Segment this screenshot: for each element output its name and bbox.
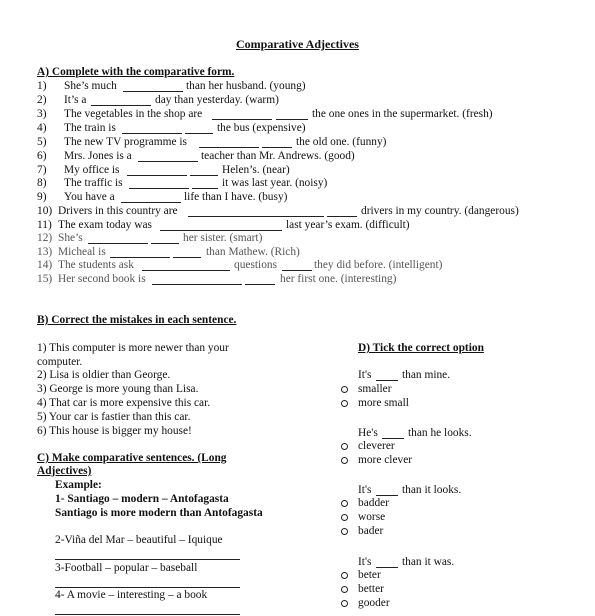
item-text: the old one. (funny): [296, 136, 387, 148]
item-text: The students ask: [58, 259, 134, 271]
radio-option[interactable]: [341, 386, 348, 393]
item-text: She’s much: [64, 80, 117, 92]
radio-option[interactable]: [341, 443, 348, 450]
item-text: Mrs. Jones is a: [64, 150, 132, 162]
question-text: than mine.: [402, 369, 451, 381]
item-text: it was last year. (noisy): [222, 177, 328, 189]
answer-blank[interactable]: [152, 284, 242, 285]
item-text: Micheal is: [58, 246, 106, 258]
item-text: the one ones in the supermarket. (fresh): [312, 108, 493, 120]
item-text: The exam today was: [58, 219, 152, 231]
answer-blank[interactable]: [173, 257, 201, 258]
item-number: 10): [37, 205, 53, 217]
item-number: 7): [37, 164, 47, 176]
list-item: 3-Football – popular – baseball: [55, 562, 198, 574]
item-number: 13): [37, 246, 53, 258]
section-b-heading: B) Correct the mistakes in each sentence.: [37, 314, 237, 326]
item-text: The traffic is: [64, 177, 123, 189]
item-text: Drivers in this country are: [58, 205, 178, 217]
item-text: life than I have. (busy): [184, 191, 288, 203]
answer-blank[interactable]: [123, 91, 183, 92]
radio-option[interactable]: [341, 514, 348, 521]
answer-blank[interactable]: [190, 175, 218, 176]
option-label: smaller: [358, 383, 392, 395]
question-text: than it looks.: [402, 484, 462, 496]
answer-blank[interactable]: [185, 133, 213, 134]
item-number: 15): [37, 273, 53, 285]
answer-blank: [376, 567, 398, 568]
item-number: 12): [37, 232, 53, 244]
example-label: Example:: [55, 479, 102, 491]
answer-blank[interactable]: [88, 243, 148, 244]
answer-blank[interactable]: [91, 105, 151, 106]
list-item: computer.: [37, 356, 83, 368]
item-text: My office is: [64, 164, 120, 176]
option-label: gooder: [358, 597, 390, 609]
option-label: better: [358, 583, 384, 595]
option-label: badder: [358, 497, 389, 509]
option-label: beter: [358, 569, 381, 581]
answer-blank[interactable]: [160, 230, 282, 231]
item-number: 1): [37, 80, 47, 92]
section-c-heading-cont: Adjectives): [37, 465, 92, 477]
radio-option[interactable]: [341, 572, 348, 579]
answer-blank[interactable]: [262, 147, 292, 148]
answer-blank[interactable]: [245, 284, 275, 285]
answer-blank[interactable]: [327, 216, 357, 217]
example-prompt: 1- Santiago – modern – Antofagasta: [55, 493, 229, 505]
answer-blank[interactable]: [142, 270, 230, 271]
list-item: 4) That car is more expensive this car.: [37, 397, 211, 409]
item-text: Helen’s. (near): [222, 164, 290, 176]
radio-option[interactable]: [341, 586, 348, 593]
item-text: She’s: [58, 232, 83, 244]
answer-blank[interactable]: [129, 188, 189, 189]
answer-blank: [376, 495, 398, 496]
question-text: It's: [358, 556, 372, 568]
section-a-heading: A) Complete with the comparative form.: [37, 66, 235, 78]
radio-option[interactable]: [341, 500, 348, 507]
list-item: 3) George is more young than Lisa.: [37, 383, 199, 395]
item-number: 8): [37, 177, 47, 189]
item-number: 11): [37, 219, 52, 231]
item-number: 6): [37, 150, 47, 162]
option-label: cleverer: [358, 440, 395, 452]
answer-blank[interactable]: [122, 133, 182, 134]
option-label: more clever: [358, 454, 413, 466]
item-text: It’s a: [64, 94, 87, 106]
item-text: You have a: [64, 191, 115, 203]
item-text: questions: [234, 259, 278, 271]
section-d-heading: D) Tick the correct option: [358, 342, 484, 354]
item-text: teacher than Mr. Andrews. (good): [201, 150, 355, 162]
page-title: Comparative Adjectives: [236, 37, 359, 51]
answer-line[interactable]: [55, 559, 240, 560]
question-text: than it was.: [402, 556, 455, 568]
radio-option[interactable]: [341, 528, 348, 535]
item-text: the bus (expensive): [217, 122, 306, 134]
radio-option[interactable]: [341, 400, 348, 407]
answer-blank[interactable]: [212, 119, 272, 120]
item-text: than her husband. (young): [186, 80, 306, 92]
list-item: 1) This computer is more newer than your: [37, 342, 229, 354]
question-text: He's: [358, 427, 378, 439]
item-number: 5): [37, 136, 47, 148]
item-text: last year’s exam. (difficult): [286, 219, 410, 231]
item-text: her sister. (smart): [183, 232, 263, 244]
radio-option[interactable]: [341, 600, 348, 607]
item-number: 4): [37, 122, 47, 134]
list-item: 4- A movie – interesting – a book: [55, 589, 208, 601]
question-text: It's: [358, 369, 372, 381]
list-item: 2) Lisa is oldier than George.: [37, 369, 171, 381]
answer-blank[interactable]: [121, 202, 181, 203]
answer-blank[interactable]: [192, 188, 218, 189]
question-text: than he looks.: [408, 427, 472, 439]
list-item: 6) This house is bigger my house!: [37, 425, 192, 437]
list-item: 2-Viña del Mar – beautiful – Iquique: [55, 534, 223, 546]
item-text: drivers in my country. (dangerous): [361, 205, 519, 217]
answer-blank[interactable]: [110, 257, 170, 258]
answer-blank: [376, 380, 398, 381]
answer-blank[interactable]: [188, 216, 324, 217]
answer-blank[interactable]: [138, 161, 198, 162]
option-label: more small: [358, 397, 409, 409]
item-text: day than yesterday. (warm): [155, 94, 279, 106]
answer-blank[interactable]: [282, 270, 312, 271]
radio-option[interactable]: [341, 457, 348, 464]
section-c-heading: C) Make comparative sentences. (Long: [37, 452, 227, 464]
answer-blank: [382, 438, 404, 439]
item-text: Her second book is: [58, 273, 146, 285]
question-text: It's: [358, 484, 372, 496]
option-label: worse: [358, 511, 386, 523]
item-text: The vegetables in the shop are: [64, 108, 203, 120]
item-text: The new TV programme is: [64, 136, 187, 148]
item-text: they did before. (intelligent): [314, 259, 443, 271]
answer-blank[interactable]: [151, 243, 179, 244]
item-text: her first one. (interesting): [280, 273, 397, 285]
option-label: bader: [358, 525, 384, 537]
answer-blank[interactable]: [127, 175, 187, 176]
answer-blank[interactable]: [276, 119, 308, 120]
item-number: 3): [37, 108, 47, 120]
answer-blank[interactable]: [199, 147, 259, 148]
item-text: than Mathew. (Rich): [206, 246, 300, 258]
example-answer: Santiago is more modern than Antofagasta: [55, 507, 263, 519]
item-number: 2): [37, 94, 47, 106]
answer-line[interactable]: [55, 614, 240, 615]
item-text: The train is: [64, 122, 116, 134]
item-number: 14): [37, 259, 53, 271]
item-number: 9): [37, 191, 47, 203]
answer-line[interactable]: [55, 587, 240, 588]
list-item: 5) Your car is fastier than this car.: [37, 411, 191, 423]
